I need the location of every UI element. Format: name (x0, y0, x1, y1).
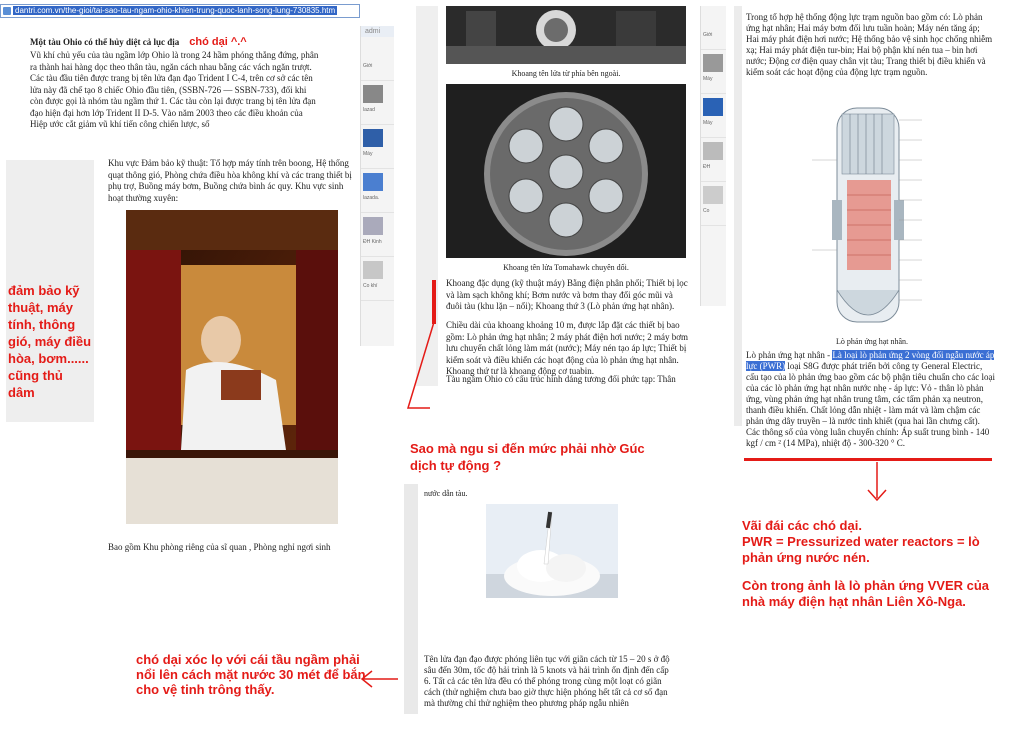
annotation-middle: Sao mà ngu si đến mức phải nhờ Gúc dịch tự động ? (410, 441, 645, 473)
panel4-top-text: nước dẫn tàu. (424, 489, 468, 498)
side-card[interactable]: lazada. (361, 169, 394, 213)
sidebar-panel-1 (360, 26, 394, 346)
panel3-body (746, 350, 996, 449)
panel3-left-margin (734, 6, 742, 426)
sailor-photo (126, 210, 338, 524)
side-card[interactable]: lazad (361, 81, 394, 125)
annotation-bottom: chó dại xóc lọ với cái tầu ngầm phải nổi lên cách mặt nước 30 mét để bắn cho vệ tinh trông thấy. (136, 652, 366, 697)
panel2-body-3: Tàu ngầm Ohio có cấu trúc hình dáng tương đối phức tạp: Thân (446, 374, 676, 384)
sidebar-panel-2 (700, 6, 726, 306)
annotation-right-1: Vãi đái các chó dại. (742, 518, 862, 533)
annotation-left: đảm bảo kỹ thuật, máy tính, thông gió, máy điều hòa, bơm...... cũng thủ dâm (8, 283, 92, 400)
highlighted-text[interactable]: Là loại lò phản ứng 2 vòng đối ngẫu nước áp lực (PWR) (746, 350, 995, 371)
article-body-2: Khu vực Đảm bảo kỹ thuật: Tổ hợp máy tính trên boong, Hệ thống quạt thông gió, Phòng chứa điều hòa không khí và các trang thiết bị phụ trợ, Buồng máy bơm, Buồng chứa bình ác quy. Khu vực sinh hoạt thường xuyên: (108, 158, 352, 203)
missile-bay-outside-photo (446, 6, 686, 64)
panel3-body-top: Trong tổ hợp hệ thống động lực trạm nguồn bao gồm có: Lò phản ứng hạt nhân; Hai máy bơm đối lưu tuần hoàn; Máy nén tăng áp; Hai máy phát điện hơi nước; Hệ thống bảo vệ sinh học chống nhiễm xạ; Hai máy phát điện tur-bin; Hai bộ phận khí nén tua – bin hơi nước; Động cơ điện quay chân vịt tàu; Trang thiết bị điều khiển và kiểm soát các hoạt động của động lực trạm nguồn. (746, 12, 993, 77)
tomahawk-bay-photo (446, 84, 686, 258)
red-arrow-down (864, 462, 890, 502)
side-card[interactable]: Co khí (361, 257, 394, 301)
body-rest: loại S8G được phát triển bởi công ty General Electric, cấu tạo của lò phản ứng bao gồm các bộ phận tiêu chuẩn cho các loại của các lò phản ứng hạt nhân nước nhẹ - áp lực: Vỏ - thân lò phản ứng, vùng phản ứng hạt nhân trung tâm, các tấm phản xạ neutron, thanh điều khiển. Chất lỏng dẫn nhiệt - làm mát và làm chậm các phản ứng dây truyền – là nước tinh khiết (qua hai lần chưng cất). Các thông số của vòng luân chuyển chính: Áp suất trung bình - 140 kgf / cm ² (14 MPa), nhiệt độ - 300-320 ° C. (746, 361, 996, 448)
panel4-left-margin (404, 484, 418, 714)
side-card[interactable]: Giới (701, 6, 726, 50)
url-text[interactable]: dantri.com.vn/the-gioi/tai-sao-tau-ngam-ohio-khien-trung-quoc-lanh-song-lung-730835.htm (15, 6, 336, 15)
side-card[interactable]: Co (701, 182, 726, 226)
missile-launch-photo (486, 504, 618, 598)
side-card[interactable]: ĐH (701, 138, 726, 182)
side-card[interactable]: Máy (701, 50, 726, 94)
red-arrow-left (360, 668, 400, 690)
page-icon (3, 7, 11, 15)
panel2-body: Khoang đặc dụng (kỹ thuật máy) Bằng điện phân phối; Thiết bị lọc và làm sạch không khí; Bơm nước và bơm thay đổi góc mũi và đuôi tàu (khu lặn – nổi); Khoang thứ 3 (Lò phản ứng hạt nhân). (446, 278, 688, 311)
article-heading: Một tàu Ohio có thể hủy diệt cả lục địa chó dại ^.^ (30, 36, 247, 48)
caption-1: Khoang tên lửa từ phía bên ngoài. (511, 69, 621, 78)
address-bar[interactable] (0, 4, 360, 18)
body-prefix: Lò phản ứng hạt nhân - (746, 350, 833, 360)
side-card[interactable]: Giới (361, 37, 394, 81)
annotation-right-3: Còn trong ảnh là lò phản ứng VVER của nhà máy điện hạt nhân Liên Xô-Nga. (742, 578, 990, 609)
panel4-body: Tên lửa đạn đạo được phóng liên tục với giãn cách từ 15 – 20 s ở độ sâu đến 30m, tốc độ hải trình là 5 knots và hải trình ổn định đến cấp 6. Tất cả các tên lửa đều có thể phóng trong cùng một loạt có giãn cách (thử nghiệm chưa bao giờ thực hiện phóng hết tất cả cơ số đạn mà thường chỉ thử nghiệm theo phương pháp ngẫu nhiên (424, 654, 670, 708)
side-card[interactable]: ĐH Kinh (361, 213, 394, 257)
red-underline (744, 458, 992, 461)
article-body: Vũ khí chủ yếu của tàu ngầm lớp Ohio là trong 24 hầm phóng thẳng đứng, phân ra thành hai hàng dọc theo thân tàu, ngăn cách nhau bằng các vách ngăn trượt. Các tàu đầu tiên được trang bị tên lửa đạn đạo Trident I C-4, trên cơ sở các tên lửa này đã chế tạo 8 chiếc Ohio đầu tiên, (SSBN-726 — SSBN-733), đối khi còn được gọi là nhóm tàu ngầm thứ 1. Các tàu còn lại được trang bị tên lửa đạn đạo hiện đại hơn lớp Trident II D-5. Vào năm 2003 theo các điều khoản của Hiệp ước cắt giảm vũ khí tiến công chiến lược, số (30, 50, 319, 129)
side-card[interactable]: Máy (701, 94, 726, 138)
reactor-caption: Lò phản ứng hạt nhân. (835, 337, 909, 346)
caption-2: Khoang tên lửa Tomahawk chuyên dối. (503, 263, 629, 272)
red-arrow-1 (400, 320, 440, 420)
annotation-right-2: PWR = Pressurized water reactors = lò phản ứng nước nén. (742, 534, 980, 565)
reactor-diagram (792, 100, 952, 334)
photo-caption: Bao gồm Khu phòng riêng của sĩ quan , Phòng nghỉ ngơi sinh (108, 542, 331, 552)
side-card[interactable]: Máy (361, 125, 394, 169)
sidebar-label: admi (361, 26, 394, 37)
panel-article-1 (0, 0, 360, 160)
annotation-title: chó dại ^.^ (189, 36, 247, 48)
panel2-body-2: Chiều dài của khoang khoảng 10 m, được lắp đặt các thiết bị bao gồm: Lò phản ứng hạt nhân; 2 máy phát điện hơi nước; 2 máy bơm lưu chuyển chất lỏng làm mát (nước); Máy nén tạo áp lực; Thiết bị kiểm soát và điều khiển các hoạt động của lò phản ứng hạt nhân. Khoang thứ tư là khoang động cơ tuabin. (446, 320, 688, 376)
red-marker-bar (432, 280, 436, 324)
